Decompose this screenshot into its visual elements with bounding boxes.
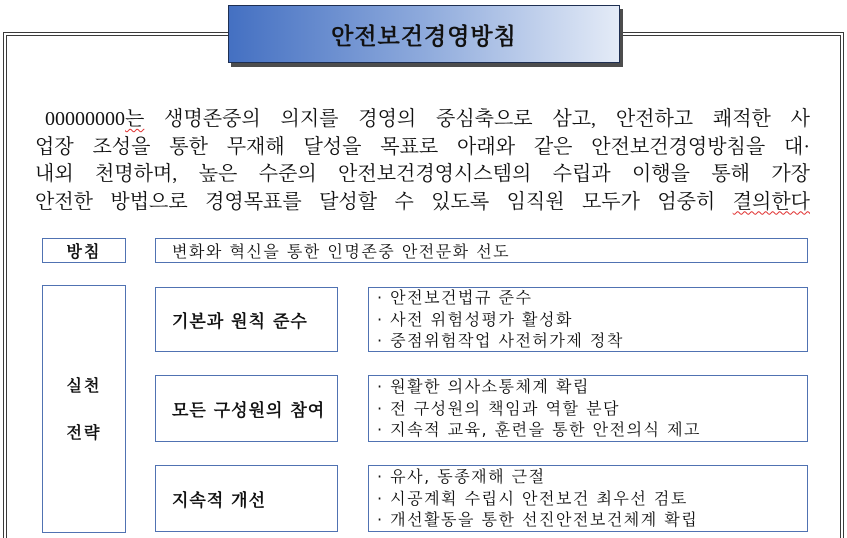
strategy-point: · 원활한 의사소통체계 확립 xyxy=(377,377,590,397)
title-banner xyxy=(228,5,620,63)
strategy-points-cell xyxy=(368,287,808,352)
policy-statement-cell xyxy=(155,238,808,263)
strategy-point: · 지속적 교육, 훈련을 통한 안전의식 제고 xyxy=(377,420,701,440)
strategy-point: · 개선활동을 통한 선진안전보건체계 확립 xyxy=(377,510,699,530)
strategy-point: · 사전 위험성평가 활성화 xyxy=(377,309,573,329)
page-title: 안전보건경영방침 xyxy=(331,22,517,50)
intro-text-segment: 는 xyxy=(125,108,145,130)
intro-text-segment: 안전한 방법으로 경영목표를 달성할 수 있도록 임직원 모두가 엄중히 xyxy=(35,190,733,213)
strategy-label-line: 전략 xyxy=(66,423,102,442)
strategy-label-cell xyxy=(42,285,126,533)
strategy-point: · 유사, 동종재해 근절 xyxy=(377,467,546,487)
intro-line xyxy=(35,106,810,134)
strategy-point: · 안전보건법규 준수 xyxy=(377,288,533,308)
intro-line: 내외 천명하며, 높은 수준의 안전보건경영시스템의 수립과 이행을 통해 가장 xyxy=(35,163,810,185)
intro-text-segment: 결의한다 xyxy=(732,190,810,213)
strategy-point: · 시공계획 수립시 안전보건 최우선 검토 xyxy=(377,488,688,508)
strategy-point: · 전 구성원의 책임과 역할 분담 xyxy=(377,398,620,418)
strategy-points-cell xyxy=(368,375,808,442)
strategy-label-line: 실천 xyxy=(66,376,102,395)
strategy-title: 지속적 개선 xyxy=(172,491,267,511)
strategy-title-cell xyxy=(155,375,338,442)
strategy-title-cell xyxy=(155,287,338,352)
policy-statement: 변화와 혁신을 통한 인명존중 안전문화 선도 xyxy=(172,242,511,261)
intro-paragraph xyxy=(35,106,810,216)
intro-text-segment: 생명존중의 의지를 경영의 중심축으로 삼고, 안전하고 쾌적한 사 xyxy=(144,108,810,130)
strategy-point: · 중점위험작업 사전허가제 정착 xyxy=(377,331,624,351)
company-name: 00000000 xyxy=(45,108,125,130)
strategy-title: 기본과 원칙 준수 xyxy=(172,312,308,332)
policy-label-cell xyxy=(42,238,126,263)
strategy-title-cell xyxy=(155,465,338,532)
strategy-title: 모든 구성원의 참여 xyxy=(172,401,326,421)
intro-line xyxy=(35,189,810,217)
intro-line: 업장 조성을 통한 무재해 달성을 목표로 아래와 같은 안전보건경영방침을 대· xyxy=(35,135,810,158)
strategy-points-cell xyxy=(368,465,808,532)
policy-label: 방침 xyxy=(66,242,102,261)
